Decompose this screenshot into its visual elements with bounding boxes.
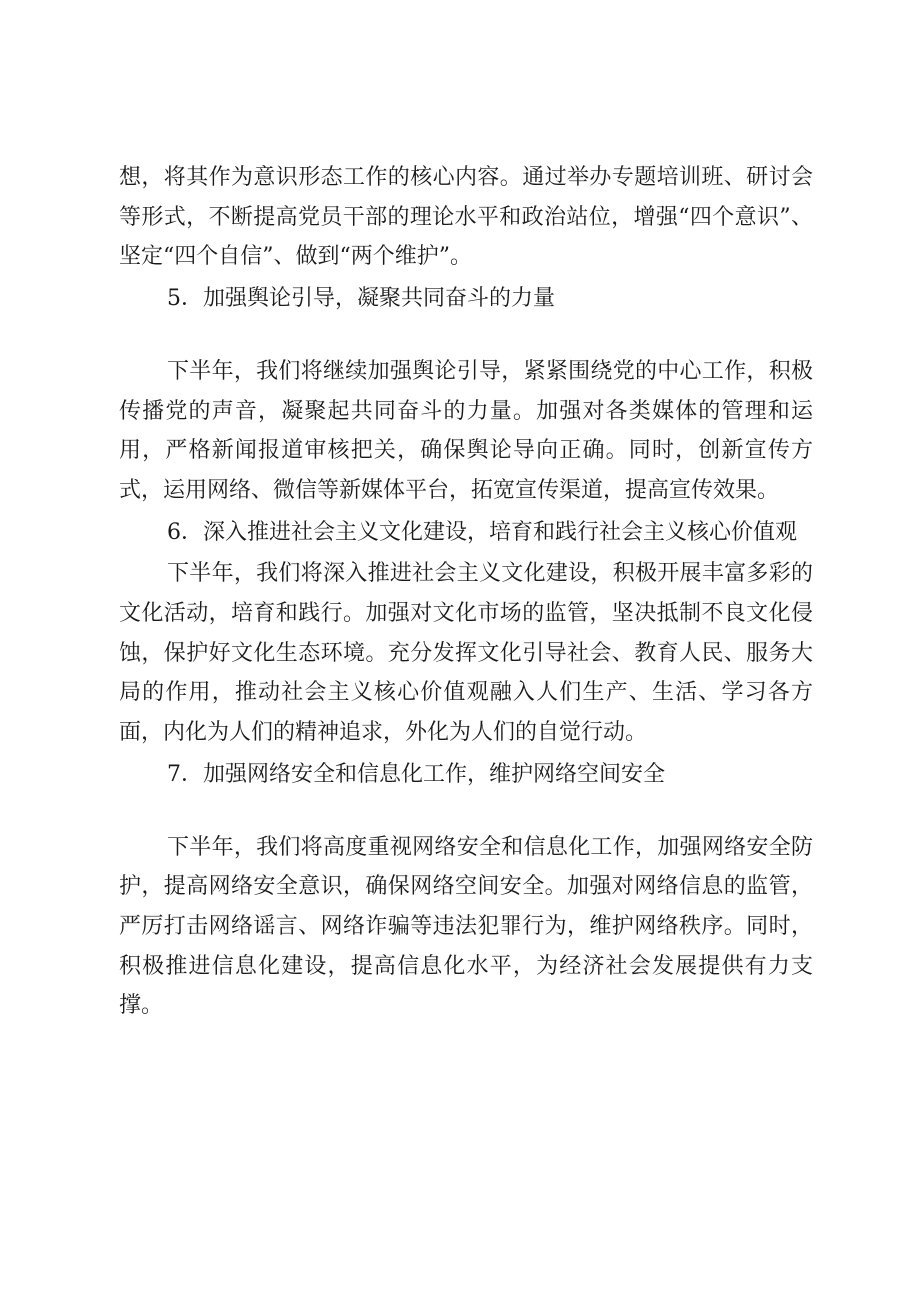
paragraph-section-7: 下半年，我们将高度重视网络安全和信息化工作，加强网络安全防护，提高网络安全意识，确保网络空间安全。加强对网络信息的监管，严厉打击网络谣言、网络诈骗等违法犯罪行为，维护网络秩序。同时，积极推进信息化建设，提高信息化水平，为经济社会发展提供有力支撑。 <box>119 834 813 1019</box>
paragraph-section-5: 下半年，我们将继续加强舆论引导，紧紧围绕党的中心工作，积极传播党的声音，凝聚起共同奋斗的力量。加强对各类媒体的管理和运用，严格新闻报道审核把关，确保舆论导向正确。同时，创新宣传方式，运用网络、微信等新媒体平台，拓宽宣传渠道，提高宣传效果。 <box>119 358 813 503</box>
document-body <box>119 158 813 1026</box>
section-heading-6: 6．深入推进社会主义文化建设，培育和践行社会主义核心价值观 <box>167 519 797 545</box>
section-heading-7: 7．加强网络安全和信息化工作，维护网络空间安全 <box>167 761 665 787</box>
section-heading-5: 5．加强舆论引导，凝聚共同奋斗的力量 <box>167 286 555 312</box>
paragraph-section-6: 下半年，我们将深入推进社会主义文化建设，积极开展丰富多彩的文化活动，培育和践行。加强对文化市场的监管，坚决抵制不良文化侵蚀，保护好文化生态环境。充分发挥文化引导社会、教育人民、服务大局的作用，推动社会主义核心价值观融入人们生产、生活、学习各方面，内化为人们的精神追求，外化为人们的自觉行动。 <box>119 561 813 746</box>
paragraph-continuation: 想，将其作为意识形态工作的核心内容。通过举办专题培训班、研讨会等形式，不断提高党员干部的理论水平和政治站位，增强“四个意识”、坚定“四个自信”、做到“两个维护”。 <box>119 165 813 270</box>
